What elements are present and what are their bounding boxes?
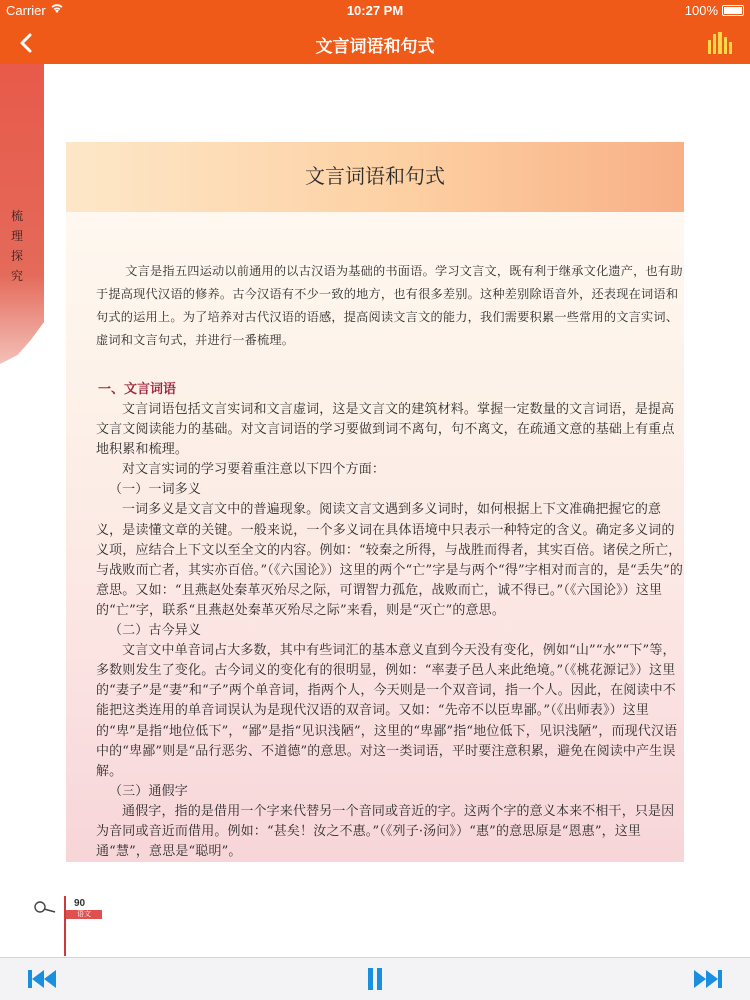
clock: 10:27 PM xyxy=(346,3,404,18)
body-paragraph: 一词多义是文言文中的普遍现象。阅读文言文遇到多义词时，如何根据上下文准确把握它的意义，是读懂文章的关键。一般来说，一个多义词在具体语境中只表示一种特定的含义。确定多义词的义项，应结合上下文以至全文的内容。例如：“较秦之所得，与战胜而得者，其实百倍。诸侯之所亡，与战败而亡者，其实亦百倍。”（《六国论》）这里的两个“亡”字是与两个“得”字相对而言的，是“丢失”的意思。又如：“且燕赵处秦革灭殆尽之际，可谓智力孤危，战败而亡，诚不得已。”（《六国论》）这里的“亡”字，联系“且燕赵处秦革灭殆尽之际”来看，则是“灭亡”的意思。 xyxy=(96,502,684,618)
skip-next-icon xyxy=(692,968,724,990)
intro-paragraph: 文言是指五四运动以前通用的以古汉语为基础的书面语。学习文言文，既有利于继承文化遗产，也有助于提高现代汉语的修养。古今汉语有不少一致的地方，也有很多差别。这种差别除语音外，还表现在词语和句式的运用上。为了培养对古代汉语的语感，提高阅读文言文的能力，我们需要积累一些常用的文言实词、虚词和文言句式，并进行一番梳理。 xyxy=(96,264,683,347)
body-paragraph: 对文言实词的学习要着重注意以下四个方面： xyxy=(122,462,386,478)
pause-icon xyxy=(364,966,386,992)
page-number: 90 xyxy=(74,898,86,909)
next-button[interactable] xyxy=(692,966,724,992)
body-paragraph: 文言词语包括文言实词和文言虚词，这是文言文的建筑材料。掌握一定数量的文言词语，是提高文言文阅读能力的基础。对文言词语的学习要做到词不离句，句不离文，在疏通文意的基础上有重点地积累和梳理。 xyxy=(96,402,675,458)
battery-icon xyxy=(722,5,744,16)
body-paragraph: 通假字，指的是借用一个字来代替另一个音同或音近的字。这两个字的意义本来不相干，只是因为音同或音近而借用。例如：“甚矣！汝之不惠。”（《列子·汤问》）“惠”的意思原是“恩惠”，这里通“慧”，意思是“聪明”。 xyxy=(96,803,675,860)
book-page xyxy=(0,64,750,957)
status-bar xyxy=(0,0,750,22)
skip-previous-icon xyxy=(26,968,58,990)
subsection-heading: （二）古今异义 xyxy=(109,623,202,639)
navigation-bar xyxy=(0,22,750,64)
bars-icon xyxy=(708,40,711,54)
pause-button[interactable] xyxy=(360,966,390,992)
subsection-heading: （三）通假字 xyxy=(109,783,188,799)
carrier-label: Carrier xyxy=(6,3,46,18)
previous-button[interactable] xyxy=(26,966,58,992)
battery-percent: 100% xyxy=(684,3,718,18)
side-label: 梳 理 探 究 xyxy=(10,209,23,283)
section-heading: 一、文言词语 xyxy=(98,382,177,397)
playback-toolbar xyxy=(0,957,750,1000)
body-text xyxy=(96,400,686,862)
page-marker-line xyxy=(64,896,66,956)
page-tag: 语文 xyxy=(66,910,102,919)
page-title: 文言词语和句式 xyxy=(315,37,435,57)
chapter-list-button[interactable] xyxy=(708,32,732,54)
chapter-title: 文言词语和句式 xyxy=(305,164,445,188)
magnifier-icon xyxy=(32,900,54,922)
subsection-heading: （一）一词多义 xyxy=(109,482,202,498)
body-paragraph: 文言文中单音词占大多数，其中有些词汇的基本意义直到今天没有变化，例如“山”“水”“下”等，多数则发生了变化。古今词义的变化有的很明显，例如：“率妻子邑人来此绝境。”（《桃花源记》）这里的“妻子”是“妻”和“子”两个单音词，指两个人，今天则是一个双音词，指一个人。因此，在阅读中不能把这类连用的单音词误认为是现代汉语的双音词。又如：“先帝不以臣卑鄙。”（《出师表》）这里的“卑”是指“地位低下”，“鄙”是指“见识浅陋”，这里的“卑鄙”指“地位低下，见识浅陋”，而现代汉语中的“卑鄙”则是“品行恶劣、不道德”的意思。对这一类词语，平时要注意积累，避免在阅读中产生误解。 xyxy=(96,643,678,779)
